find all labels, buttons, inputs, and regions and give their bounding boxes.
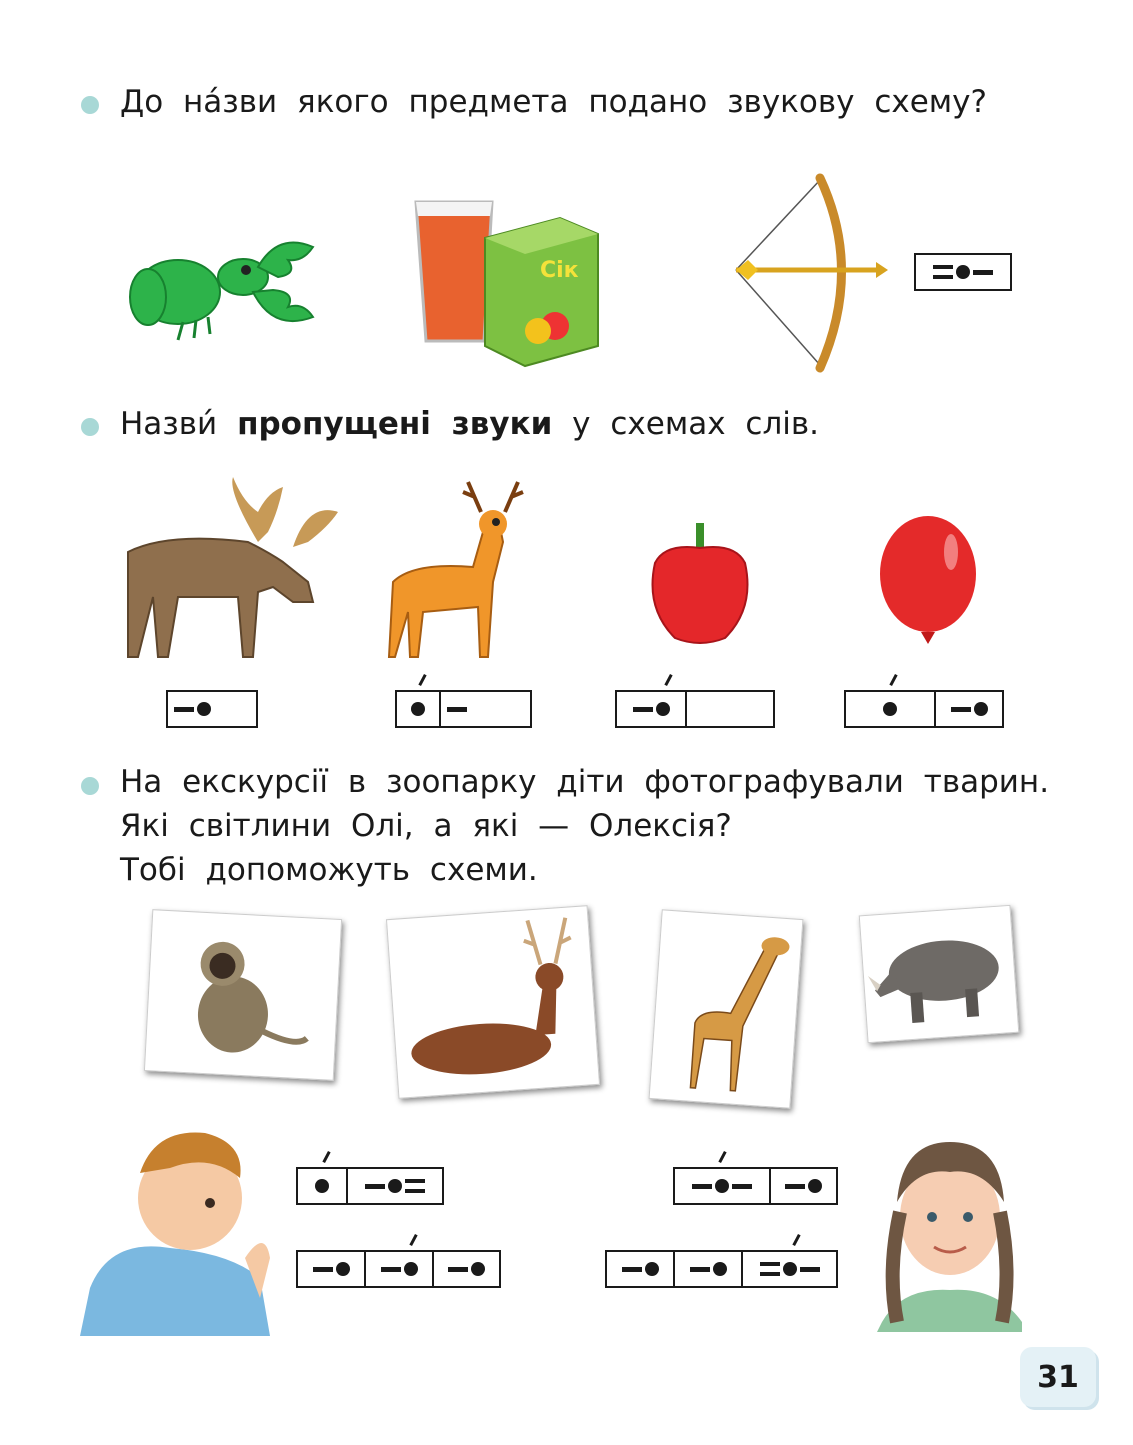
pepper-icon [645, 518, 755, 648]
page-number: 31 [1020, 1347, 1096, 1407]
scheme-segment [434, 1252, 499, 1286]
sound-scheme-balloon [844, 690, 1004, 728]
scheme-segment [846, 692, 936, 726]
scheme-segment [607, 1252, 675, 1286]
consonant-dash [973, 270, 993, 275]
task1-bullet [81, 96, 99, 114]
crayfish-icon [128, 222, 323, 347]
sound-scheme-bow [914, 253, 1012, 291]
deer-icon [383, 472, 525, 662]
task3-bullet [81, 777, 99, 795]
moose-icon [108, 472, 343, 664]
vowel-dot [956, 265, 970, 279]
giraffe-photo [649, 909, 804, 1108]
bow-icon [728, 170, 890, 375]
scheme-segment [687, 692, 773, 726]
scheme-segment [441, 692, 530, 726]
balloon-icon [876, 512, 980, 660]
task2-text [120, 402, 819, 446]
scheme-segment [348, 1169, 442, 1203]
task2-bullet [81, 418, 99, 436]
scheme-segment [617, 692, 687, 726]
juice-label: Сік [540, 258, 579, 283]
sound-scheme-moose [166, 690, 258, 728]
sound-scheme-pepper [615, 690, 775, 728]
hard-sound-double [933, 265, 953, 279]
task3-line1: На екскурсії в зоопарку діти фотографували тварин. [120, 764, 1050, 800]
sound-scheme-3a [296, 1167, 444, 1205]
boy-icon [80, 1118, 275, 1336]
scheme-segment [936, 692, 1002, 726]
sound-scheme-3c [673, 1167, 838, 1205]
scheme-segment [397, 692, 441, 726]
scheme-segment [675, 1252, 743, 1286]
scheme-segment [168, 692, 256, 726]
task1-text: До на́зви якого предмета подано звукову схему? [120, 84, 987, 120]
scheme-segment [366, 1252, 434, 1286]
task3-line2: Які світлини Олі, а які — Олексія? [120, 808, 732, 844]
sound-scheme-3d [605, 1250, 838, 1288]
monkey-photo [144, 909, 342, 1081]
girl-icon [872, 1122, 1027, 1332]
scheme-segment [298, 1169, 348, 1203]
sound-scheme-3b [296, 1250, 501, 1288]
deer-photo [386, 905, 600, 1099]
task3-line3: Тобі допоможуть схеми. [120, 852, 538, 888]
scheme-segment [298, 1252, 366, 1286]
sound-scheme-deer [395, 690, 532, 728]
scheme-segment [916, 255, 1010, 289]
scheme-segment [675, 1169, 771, 1203]
scheme-segment [771, 1169, 836, 1203]
task2-text-bold: пропущені звуки [237, 406, 553, 442]
task2-text-after: у схемах слів. [552, 406, 820, 442]
rhino-photo [859, 905, 1020, 1043]
scheme-segment [743, 1252, 836, 1286]
task2-text-before: Назви́ [120, 406, 238, 442]
